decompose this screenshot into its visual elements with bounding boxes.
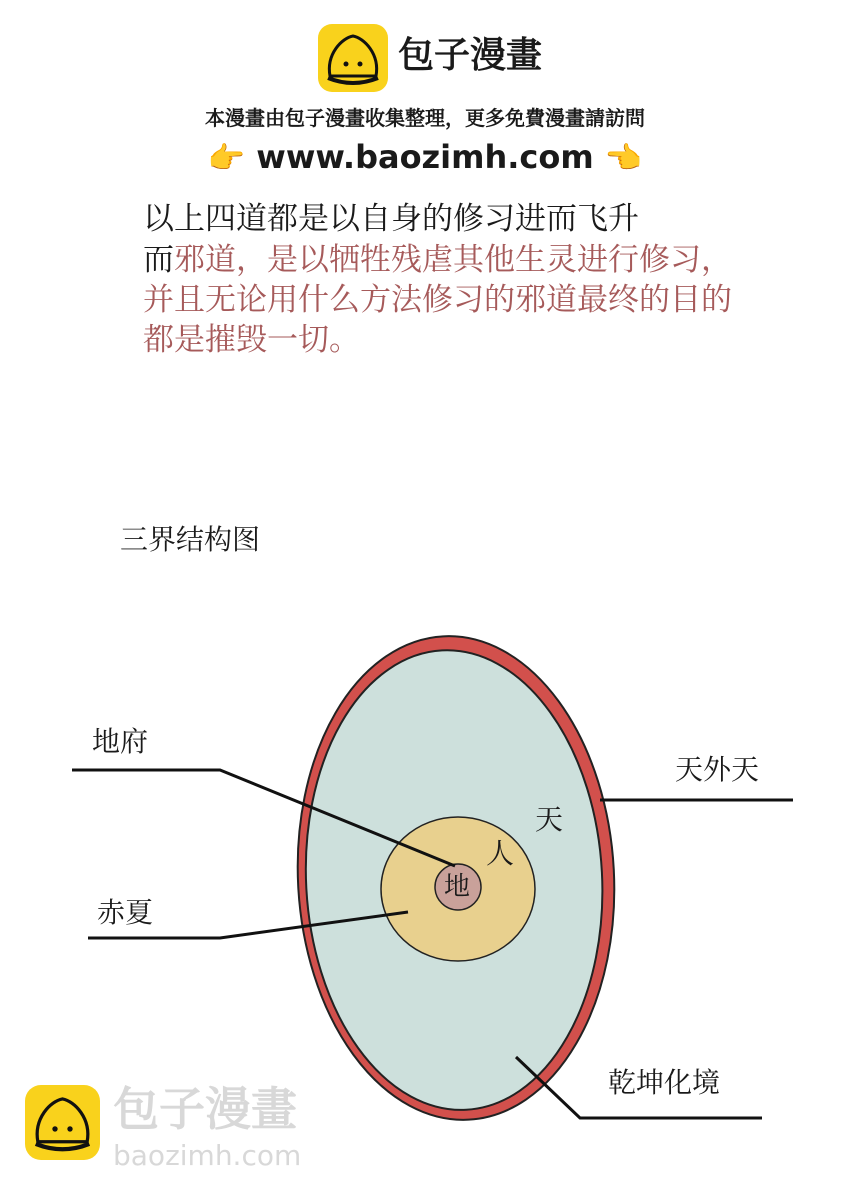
pointing-right-icon: 👉: [207, 141, 246, 176]
label-difu: 地府: [92, 725, 149, 758]
label-qiankun: 乾坤化境: [608, 1066, 721, 1099]
text-line-2-black: 而: [143, 242, 174, 278]
text-line-2-red: 邪道，是以牺牲残虐其他生灵进行修习，: [174, 242, 732, 278]
text-line-4: 都是摧毁一切。: [143, 322, 360, 358]
notice-text: 本漫畫由包子漫畫收集整理，更多免費漫畫請訪問: [205, 106, 645, 130]
text-line-1: 以上四道都是以自身的修习进而飞升: [143, 201, 639, 237]
watermark-url: baozimh.com: [113, 1139, 302, 1172]
label-ren: 人: [486, 837, 515, 870]
label-tian: 天: [535, 803, 564, 836]
url-link[interactable]: www.baozimh.com: [256, 138, 594, 176]
brand-title: 包子漫畫: [398, 35, 543, 76]
label-tianwaitian: 天外天: [675, 753, 760, 786]
diagram-title: 三界结构图: [120, 523, 261, 556]
watermark-logo: [25, 1085, 100, 1160]
label-chixia: 赤夏: [97, 896, 154, 929]
label-di: 地: [444, 872, 471, 902]
watermark-brand: 包子漫畫: [113, 1082, 297, 1136]
text-line-3: 并且无论用什么方法修习的邪道最终的目的: [143, 282, 732, 318]
pointing-left-icon: 👈: [604, 141, 643, 176]
